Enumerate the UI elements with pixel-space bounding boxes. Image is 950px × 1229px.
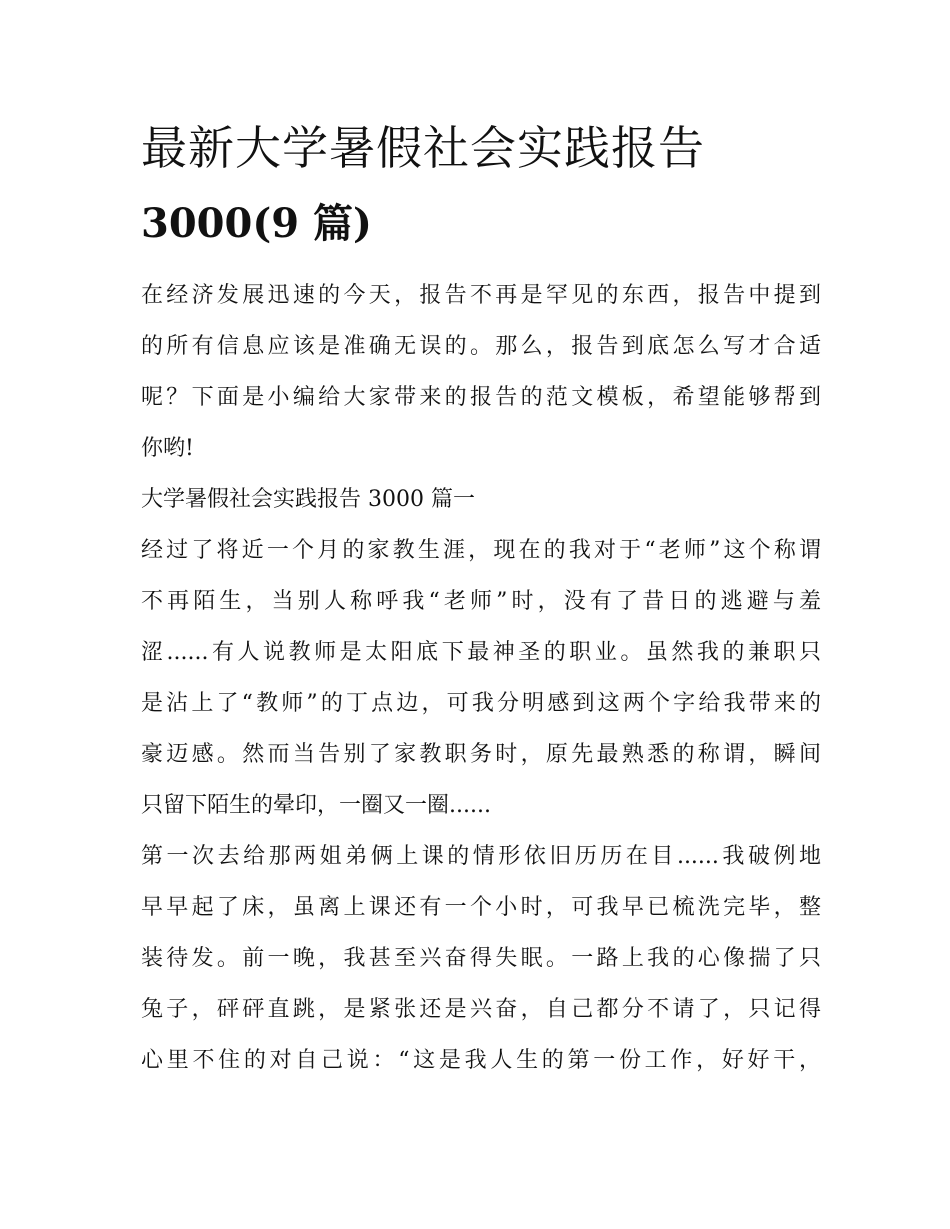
body-paragraph-1 <box>141 525 821 831</box>
text-line: 的所有信息应该是准确无误的。那么，报告到底怎么写才合适 <box>141 334 821 359</box>
text-line: 呢？下面是小编给大家带来的报告的范文模板，希望能够帮到 <box>141 385 821 410</box>
text-line: 兔子，砰砰直跳，是紧张还是兴奋，自己都分不请了，只记得 <box>141 997 821 1022</box>
text-line: 经过了将近一个月的家教生涯，现在的我对于“老师”这个称谓 <box>141 538 821 563</box>
intro-paragraph <box>141 270 821 474</box>
text-line: 装待发。前一晚，我甚至兴奋得失眠。一路上我的心像揣了只 <box>141 946 821 971</box>
document-title: 最新大学暑假社会实践报告 <box>141 121 705 175</box>
text-line: 第一次去给那两姐弟俩上课的情形依旧历历在目......我破例地 <box>141 844 821 869</box>
text-line: 豪迈感。然而当告别了家教职务时，原先最熟悉的称谓，瞬间 <box>141 742 821 767</box>
document-title-count: 3000(9 篇) <box>141 200 372 247</box>
text-line: 心里不住的对自己说：“这是我人生的第一份工作，好好干， <box>141 1048 821 1073</box>
text-line: 涩......有人说教师是太阳底下最神圣的职业。虽然我的兼职只 <box>141 640 821 665</box>
text-line: 是沾上了“教师”的丁点边，可我分明感到这两个字给我带来的 <box>141 691 821 716</box>
text-line: 不再陌生，当别人称呼我“老师”时，没有了昔日的逃避与羞 <box>141 589 821 614</box>
section-heading: 大学暑假社会实践报告 3000 篇一 <box>141 487 475 512</box>
document-page <box>141 110 821 1086</box>
text-line: 早早起了床，虽离上课还有一个小时，可我早已梳洗完毕，整 <box>141 895 821 920</box>
text-line: 你哟! <box>141 436 194 461</box>
text-line: 只留下陌生的晕印，一圈又一圈...... <box>141 793 491 818</box>
body-paragraph-2 <box>141 831 821 1086</box>
text-line: 在经济发展迅速的今天，报告不再是罕见的东西，报告中提到 <box>141 283 821 308</box>
